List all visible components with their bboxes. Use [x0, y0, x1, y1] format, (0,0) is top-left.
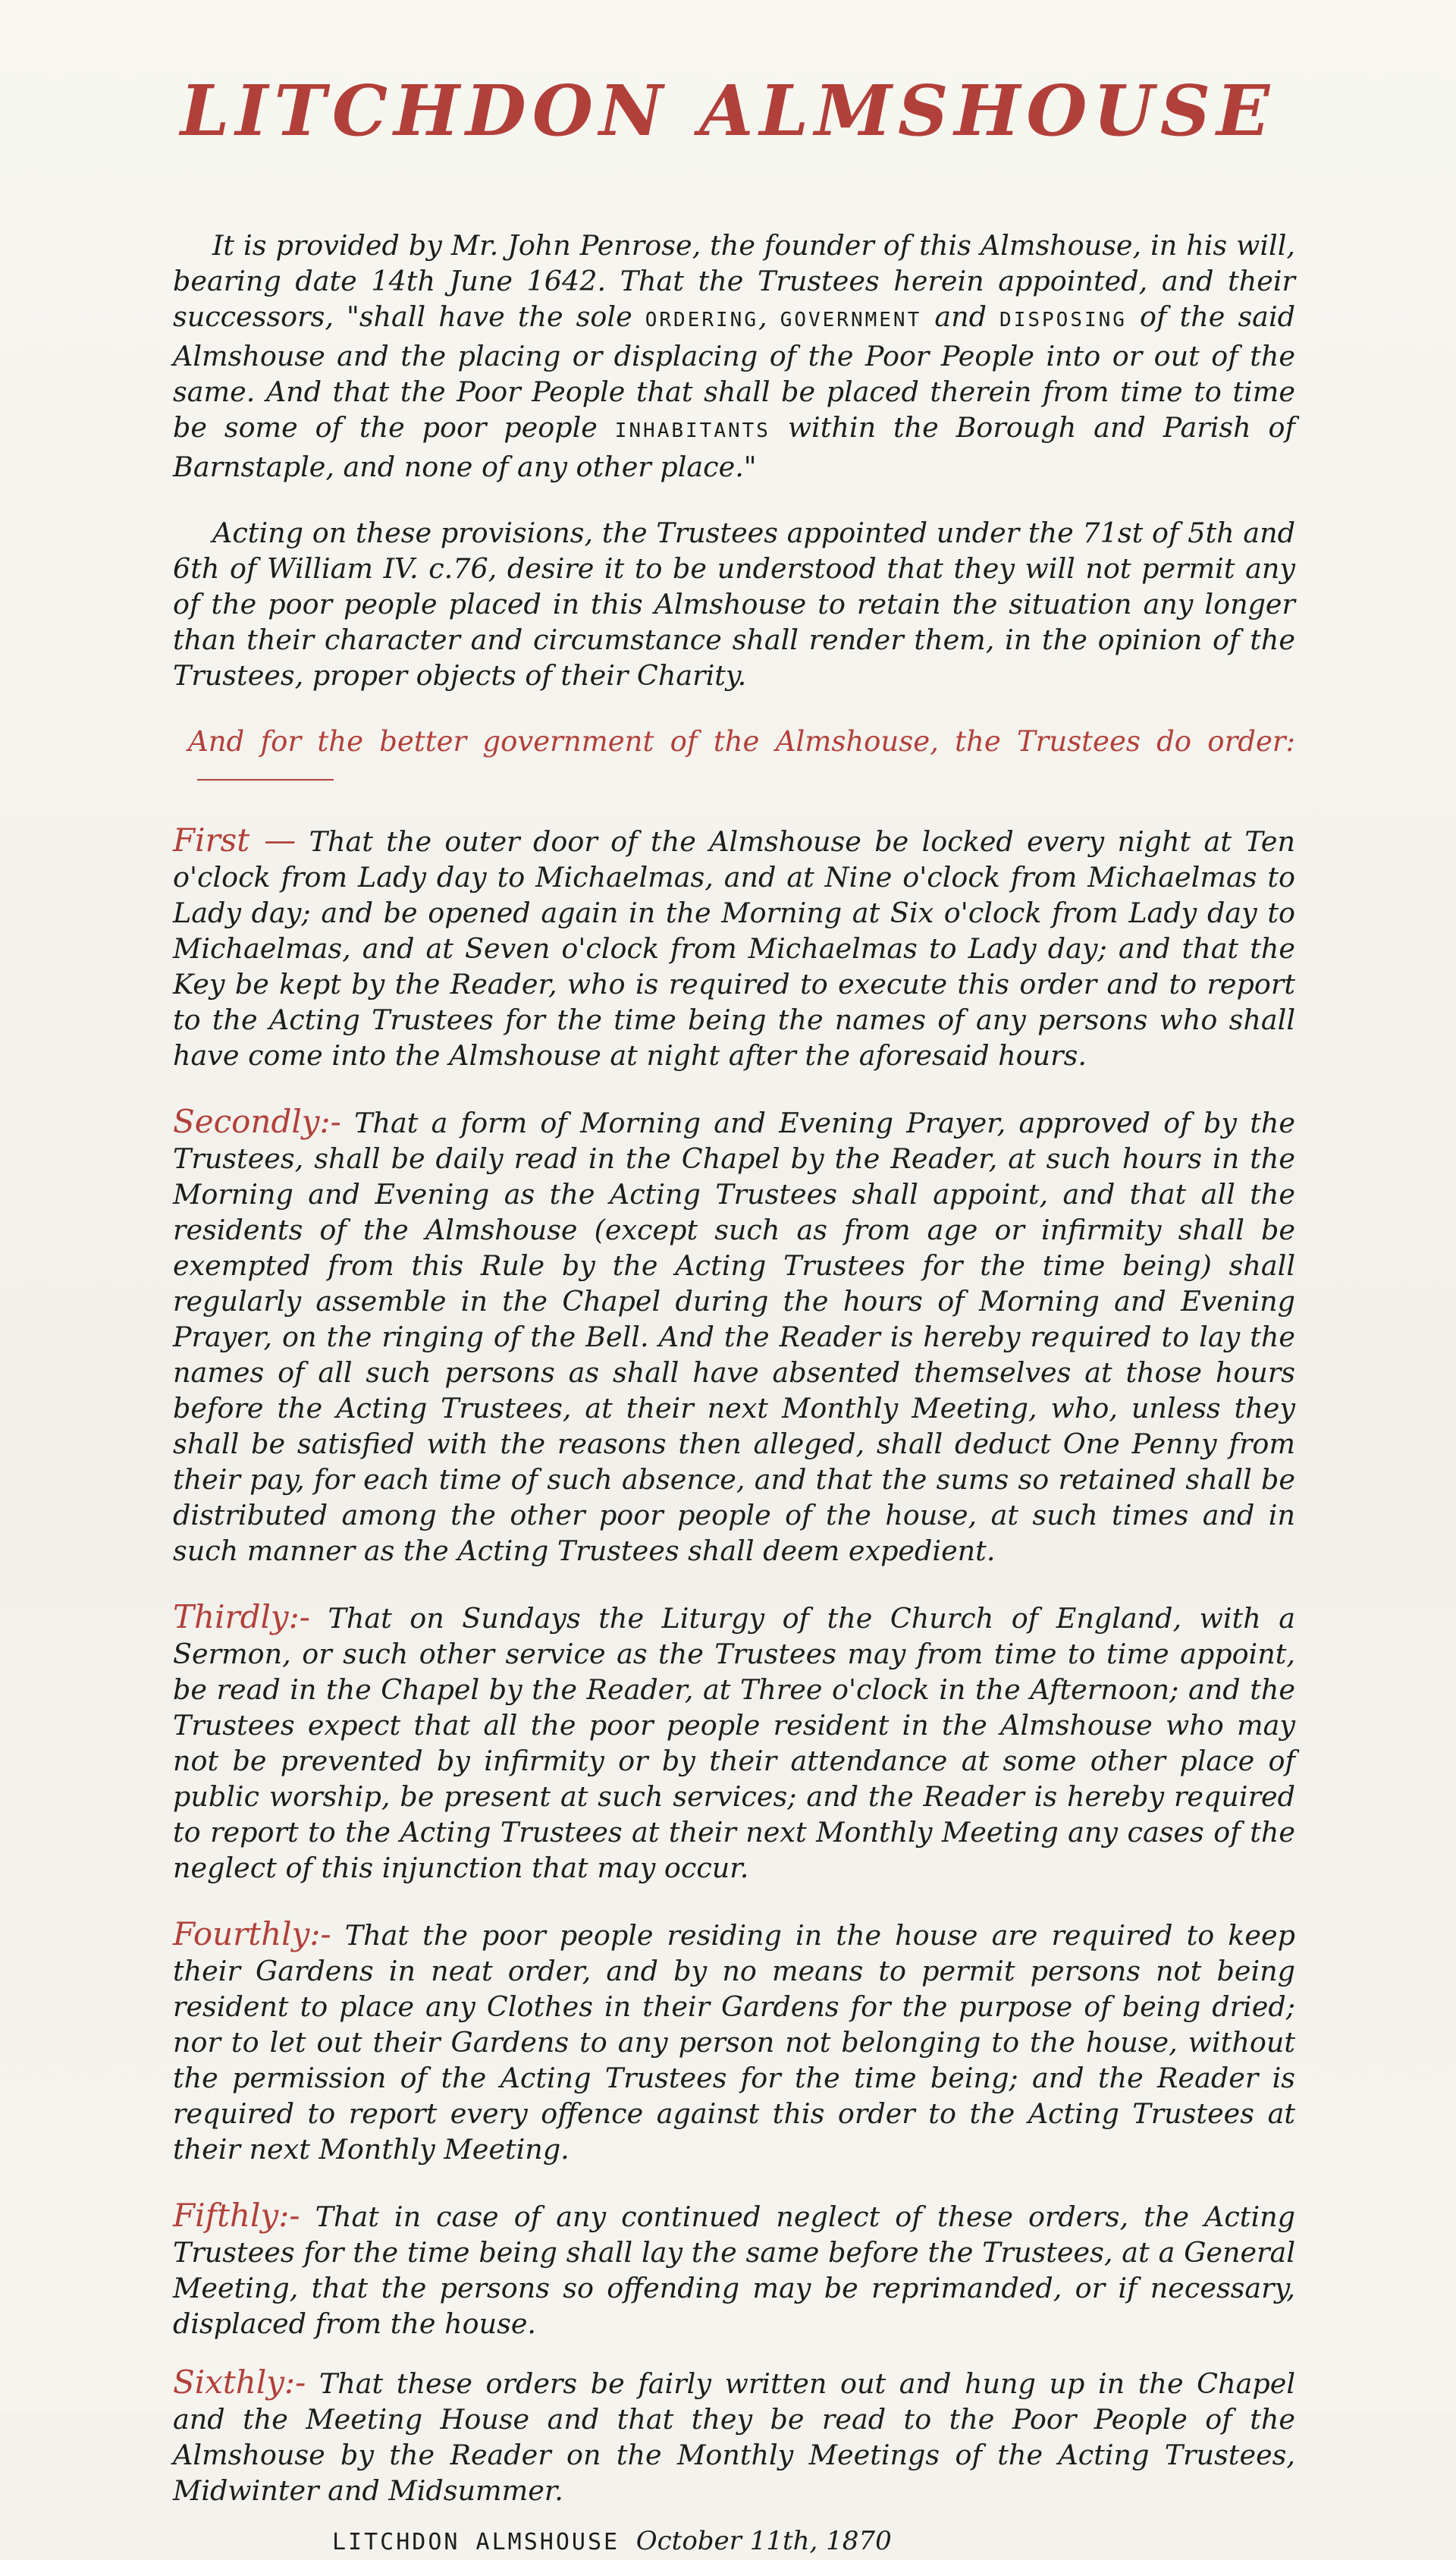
orders-heading-text: And for the better government of the Almshouse, the Trustees do order:: [188, 725, 1295, 758]
order-third: [173, 1599, 1295, 1886]
intro-text: ,: [758, 300, 780, 333]
intro-text: It is provided by Mr. John Penrose, the founder of this Almshouse, in his will, bearing date 14th June 1642. That the Trustees herein appointed, and their successors, "shall have the sole: [173, 229, 1295, 333]
order-fifth: [173, 2197, 1295, 2342]
order-text: That the outer door of the Almshouse be locked every night at Ten o'clock from Lady day to Michaelmas, and at Nine o'clock from Michaelmas to Lady day; and be opened again in the Morning at Six o'clock from Lady day to Michaelmas, and at Seven o'clock from Michaelmas to Lady day; and that the Key be kept by the Reader, who is required to execute this order and to report to the Acting Trustees for the time being the names of any persons who shall have come into the Almshouse at night after the aforesaid hours.: [173, 825, 1295, 1072]
heading-rule: [197, 779, 334, 781]
caps-word: GOVERNMENT: [780, 309, 922, 331]
order-text: That the poor people residing in the house are required to keep their Gardens in neat order, and by no means to permit persons not being resident to place any Clothes in their Gardens for the purpose of being dried; nor to let out their Gardens to any person not belonging to the house, without the permission of the Acting Trustees for the time being; and the Reader is required to report every offence against this order to the Acting Trustees at their next Monthly Meeting.: [173, 1919, 1295, 2166]
page-title: LITCHDON ALMSHOUSE: [180, 70, 1276, 152]
caps-word: ORDERING: [645, 309, 758, 331]
signature-name: LITCHDON ALMSHOUSE: [332, 2529, 620, 2555]
order-fourth: [173, 1916, 1295, 2167]
order-ordinal: Sixthly:-: [173, 2364, 306, 2401]
order-ordinal: Fifthly:-: [173, 2197, 300, 2234]
order-second: [173, 1104, 1295, 1569]
orders-heading: [188, 724, 1295, 795]
intro-paragraph-1: [173, 228, 1295, 485]
intro-text: of the said Almshouse and the placing or displacing of the Poor People into or out of the same. And that the Poor People that shall be placed therein from time to time be some of the poor people: [173, 300, 1295, 444]
document-body: [173, 228, 1295, 2560]
order-ordinal: Thirdly:-: [173, 1598, 310, 1635]
order-ordinal: Fourthly:-: [173, 1915, 331, 1952]
order-text: That these orders be fairly written out and hung up in the Chapel and the Meeting House and that they be read to the Poor People of the Almshouse by the Reader on the Monthly Meetings of the Acting Trustees, Midwinter and Midsummer.: [173, 2367, 1295, 2507]
intro-text: and: [921, 300, 1000, 333]
order-first: [173, 822, 1295, 1073]
intro-paragraph-2: Acting on these provisions, the Trustees appointed under the 71st of 5th and 6th of William IV. c.76, desire it to be understood that they will not permit any of the poor people placed in this Almshouse to retain the situation any longer than their character and circumstance shall render them, in the opinion of the Trustees, proper objects of their Charity.: [173, 517, 1295, 692]
signature-line: [332, 2524, 1295, 2560]
intro-text: within the Borough and Parish of Barnstaple, and none of any other place.": [173, 411, 1295, 483]
order-ordinal: First —: [173, 821, 297, 859]
caps-word: INHABITANTS: [614, 419, 770, 442]
order-text: That a form of Morning and Evening Prayer, approved of by the Trustees, shall be daily read in the Chapel by the Reader, at such hours in the Morning and Evening as the Acting Trustees shall appoint, and that all the residents of the Almshouse (except such as from age or infirmity shall be exempted from this Rule by the Acting Trustees for the time being) shall regularly assemble in the Chapel during the hours of Morning and Evening Prayer, on the ringing of the Bell. And the Reader is hereby required to lay the names of all such persons as shall have absented themselves at those hours before the Acting Trustees, at their next Monthly Meeting, who, unless they shall be satisfied with the reasons then alleged, shall deduct One Penny from their pay, for each time of such absence, and that the sums so retained shall be distributed among the other poor people of the house, at such times and in such manner as the Acting Trustees shall deem expedient.: [173, 1107, 1295, 1567]
order-sixth: [173, 2364, 1295, 2508]
signature-date: October 11th, 1870: [635, 2526, 892, 2556]
caps-word: DISPOSING: [999, 309, 1127, 331]
order-text: That in case of any continued neglect of these orders, the Acting Trustees for the time being shall lay the same before the Trustees, at a General Meeting, that the persons so offending may be reprimanded, or if necessary, displaced from the house.: [173, 2200, 1295, 2340]
order-ordinal: Secondly:-: [173, 1103, 341, 1140]
order-text: That on Sundays the Liturgy of the Church of England, with a Sermon, or such other service as the Trustees may from time to time appoint, be read in the Chapel by the Reader, at Three o'clock in the Afternoon; and the Trustees expect that all the poor people resident in the Almshouse who may not be prevented by infirmity or by their attendance at some other place of public worship, be present at such services; and the Reader is hereby required to report to the Acting Trustees at their next Monthly Meeting any cases of the neglect of this injunction that may occur.: [173, 1602, 1295, 1884]
